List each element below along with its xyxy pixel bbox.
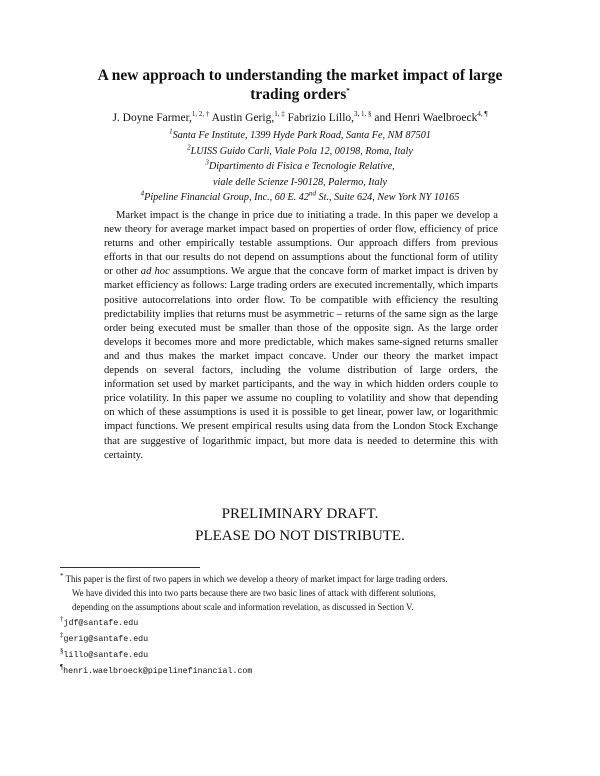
author-list [40, 111, 560, 125]
footnote-text: This paper is the first of two papers in which we develop a theory of market impact for large trading orders. [65, 574, 448, 584]
author-name: Austin Gerig, [211, 112, 275, 124]
author-marks: 1, 2, † [191, 110, 210, 119]
title-line-1: A new approach to understanding the market impact of large [97, 67, 503, 84]
abstract-text: assumptions. We argue that the concave form of market impact is driven by market efficiency as follows: Large trading orders are executed incrementally, which imparts positive autocorrelations into order flow. To be compatible with efficiency the resulting predictability implies that returns must be asymmetric – returns of the same sign as the large order being executed must be smaller than those of the opposite sign. As the large order develops it becomes more and more predictable, which makes same-signed returns smaller and and thus makes the market impact concave. Under our theory the market impact depends on several factors, including the volume distribution of large orders, the information set used by market participants, and the way in which hidden orders couple to price volatility. In this paper we assume no coupling to volatility and show that depending on which of these assumptions is used it is possible to get linear, power law, or logarithmic impact functions. We present empirical results using data from the London Stock Exchange that are suggestive of logarithmic impact, but more data is needed to determine this with certainty. [104, 266, 499, 461]
email-link[interactable]: lillo@santafe.edu [63, 651, 149, 661]
author [288, 112, 372, 124]
email-link[interactable]: henri.waelbroeck@pipelinefinancial.com [63, 667, 253, 677]
author-name: J. Doyne Farmer, [112, 112, 192, 124]
author-marks: 3, 1, § [354, 110, 372, 119]
footnote-mark: † [60, 614, 64, 623]
footnote-line: depending on the assumptions about scale and information revelation, as discussed in Section V. [72, 602, 414, 613]
affiliation [40, 190, 560, 206]
footnote-star [60, 572, 540, 615]
email-link[interactable]: gerig@santafe.edu [63, 634, 149, 644]
footnote-email [60, 663, 540, 679]
author-marks: 4, ¶ [477, 110, 488, 119]
footnote-email [60, 615, 540, 631]
affiliation [40, 159, 560, 175]
affiliation-text: LUISS Guido Carli, Viale Pola 12, 00198, Roma, Italy [190, 145, 413, 157]
footnote-email [60, 647, 540, 663]
affiliation-text: Santa Fe Institute, 1399 Hyde Park Road, Santa Fe, NM 87501 [172, 130, 431, 141]
abstract-text: Market impact is the change in price due to initiating a trade. In this paper we develop a new theory for average market impact based on properties of order flow, efficiency of price returns and other empirically testable assumptions. Our approach differs from previous efforts in that our results do not depend on assumptions about the functional form of utility or other [104, 210, 498, 278]
ordinal-suffix: nd [308, 189, 316, 198]
affiliation-mark: 3 [205, 158, 209, 167]
affiliation-mark: 4 [140, 189, 145, 198]
footnote-mark: ‡ [60, 630, 64, 639]
affiliation-text: Dipartimento di Fisica e Tecnologie Relative, [208, 161, 395, 172]
title-footnote-mark: * [346, 86, 350, 95]
affiliation-mark: 1 [169, 127, 173, 136]
author [112, 112, 209, 124]
affiliation-mark: 2 [187, 143, 191, 152]
footnote-mark: * [60, 572, 64, 581]
notice-line-1: PRELIMINARY DRAFT. [221, 506, 379, 522]
footnote-mark: ¶ [60, 663, 64, 672]
affiliation [40, 175, 560, 191]
email-link[interactable]: jdf@santafe.edu [63, 618, 139, 628]
abstract-italic: ad hoc [140, 266, 170, 278]
affiliation-text: St., Suite 624, New York NY 10165 [315, 192, 460, 203]
footnote-mark: § [60, 647, 64, 656]
affiliation [40, 144, 560, 160]
affiliation-text: Pipeline Financial Group, Inc., 60 E. 42 [144, 192, 309, 203]
title-line-2-text: trading orders [250, 86, 347, 103]
footnotes [60, 572, 540, 679]
paper-title [60, 66, 540, 104]
author [374, 112, 487, 124]
author [212, 112, 285, 124]
author-name: Fabrizio Lillo, [287, 112, 355, 124]
footnote-line [60, 572, 540, 586]
footnote-rule [60, 567, 200, 568]
notice-line-2: PLEASE DO NOT DISTRIBUTE. [195, 528, 405, 544]
affiliation-list [40, 128, 560, 206]
title-line-2 [60, 85, 540, 104]
affiliation [40, 128, 560, 144]
affiliation-text: viale delle Scienze I-90128, Palermo, Italy [213, 176, 387, 188]
draft-notice [60, 503, 540, 547]
author-name: and Henri Waelbroeck [374, 112, 478, 124]
abstract [104, 209, 498, 463]
footnote-line: We have divided this into two parts because there are two basic lines of attack with different solutions, [72, 588, 436, 599]
footnote-email [60, 631, 540, 647]
author-marks: 1, ‡ [274, 110, 285, 119]
